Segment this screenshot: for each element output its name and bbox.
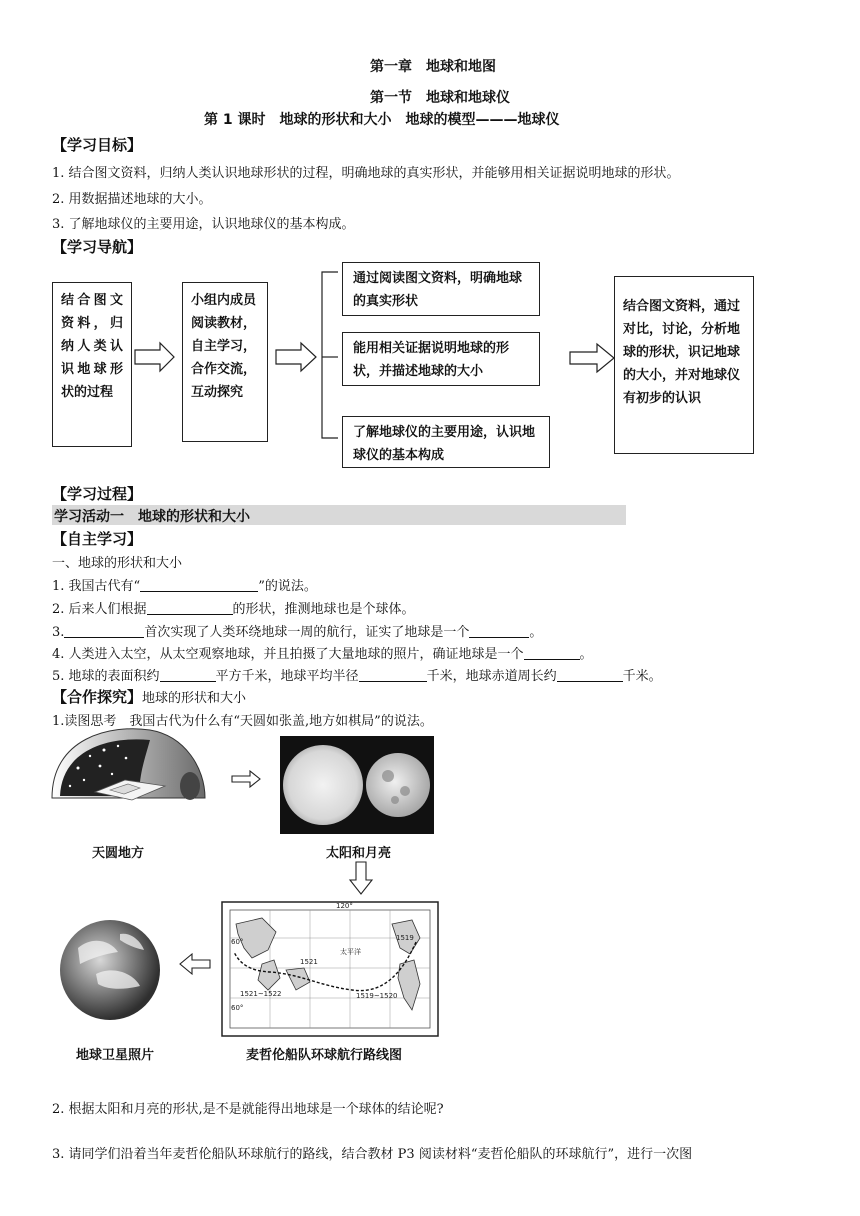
question-1-text-a: 1. 我国古代有“ bbox=[52, 579, 141, 594]
answer-blank[interactable] bbox=[359, 668, 427, 682]
map-year-2: 1521 bbox=[300, 958, 318, 966]
question-5-text-d: 千米。 bbox=[622, 669, 662, 684]
magellan-route-map bbox=[222, 902, 438, 1036]
lesson-title: 第 1 课时 地球的形状和大小 地球的模型———地球仪 bbox=[204, 112, 560, 128]
question-3-text-c: 。 bbox=[529, 625, 543, 640]
objectives-heading: 【学习目标】 bbox=[52, 136, 143, 154]
question-followup-3: 3. 请同学们沿着当年麦哲伦船队环球航行的路线，结合教材 P3 阅读材料“麦哲伦船队的环球航行”，进行一次图 bbox=[52, 1147, 693, 1162]
answer-blank[interactable] bbox=[524, 646, 580, 660]
question-1 bbox=[52, 575, 317, 594]
arrow-down-icon bbox=[350, 862, 372, 894]
question-5-text-c: 千米，地球赤道周长约 bbox=[426, 669, 557, 684]
nav-box-4-text: 结合图文资料，通过对比，讨论，分析地球的形状，识记地球的大小，并对地球仪有初步的认识 bbox=[623, 299, 741, 406]
arrow-left-icon bbox=[180, 954, 210, 974]
question-5 bbox=[52, 665, 662, 684]
answer-blank[interactable] bbox=[140, 578, 258, 592]
subsection-title: 一、地球的形状和大小 bbox=[52, 556, 183, 571]
question-2-text-a: 2. 后来人们根据 bbox=[52, 602, 147, 617]
arrow-right-icon bbox=[135, 343, 174, 371]
question-4-text-b: 。 bbox=[579, 647, 593, 662]
caption-round-sky: 天圆地方 bbox=[92, 846, 145, 861]
self-study-heading: 【自主学习】 bbox=[52, 530, 143, 548]
question-3 bbox=[52, 621, 542, 640]
chapter-title: 第一章 地球和地图 bbox=[370, 59, 496, 75]
caption-earth-photo: 地球卫星照片 bbox=[76, 1048, 155, 1063]
answer-blank[interactable] bbox=[469, 624, 529, 638]
question-5-text-a: 5. 地球的表面积约 bbox=[52, 669, 160, 684]
caption-magellan-map: 麦哲伦船队环球航行路线图 bbox=[246, 1048, 403, 1063]
nav-box-1-text: 结合图文资料，归纳人类认识地球形状的过程 bbox=[61, 293, 123, 400]
activity-title: 学习活动一 地球的形状和大小 bbox=[54, 509, 250, 525]
nav-bracket bbox=[322, 272, 338, 438]
arrow-right-icon bbox=[276, 343, 316, 371]
arrow-right-icon bbox=[570, 344, 614, 372]
map-lat-60n: 60° bbox=[231, 938, 244, 946]
question-3-text-b: 首次实现了人类环绕地球一周的航行，证实了地球是一个 bbox=[144, 625, 470, 640]
map-year-1: 1519 bbox=[396, 934, 414, 942]
nav-box-3c-text: 了解地球仪的主要用途，认识地球仪的基本构成 bbox=[353, 425, 536, 463]
question-4 bbox=[52, 643, 593, 662]
coop-text: 地球的形状和大小 bbox=[142, 691, 247, 706]
answer-blank[interactable] bbox=[64, 624, 144, 638]
nav-box-2-text: 小组内成员阅读教材，自主学习，合作交流，互动探究 bbox=[191, 293, 257, 400]
objective-3: 3. 了解地球仪的主要用途，认识地球仪的基本构成。 bbox=[52, 217, 355, 232]
question-3-text-a: 3. bbox=[52, 625, 65, 640]
sun-and-moon-photo bbox=[280, 736, 434, 834]
process-heading: 【学习过程】 bbox=[52, 485, 143, 503]
section-title: 第一节 地球和地球仪 bbox=[370, 90, 510, 106]
map-year-4: 1519~1520 bbox=[356, 992, 398, 1000]
question-2 bbox=[52, 598, 415, 617]
map-lon-120: 120° bbox=[336, 902, 353, 910]
question-5-text-b: 平方千米，地球平均半径 bbox=[215, 669, 359, 684]
question-2-text-b: 的形状，推测地球也是个球体。 bbox=[232, 602, 415, 617]
objective-2: 2. 用数据描述地球的大小。 bbox=[52, 192, 212, 207]
objective-1: 1. 结合图文资料，归纳人类认识地球形状的过程，明确地球的真实形状，并能够用相关证据说明地球的形状。 bbox=[52, 166, 680, 181]
round-sky-square-earth-illustration bbox=[52, 729, 205, 800]
map-lat-60s: 60° bbox=[231, 1004, 244, 1012]
nav-box-3b-text: 能用相关证据说明地球的形状，并描述地球的大小 bbox=[353, 341, 510, 379]
navigation-heading: 【学习导航】 bbox=[52, 238, 143, 256]
answer-blank[interactable] bbox=[147, 601, 233, 615]
nav-box-3a-text: 通过阅读图文资料，明确地球的真实形状 bbox=[353, 271, 523, 309]
coop-row bbox=[52, 686, 246, 707]
illustrations bbox=[0, 728, 860, 1068]
nav-arrows bbox=[0, 0, 860, 480]
question-followup-2: 2. 根据太阳和月亮的形状,是不是就能得出地球是一个球体的结论呢? bbox=[52, 1102, 444, 1117]
map-ocean-label: 太平洋 bbox=[340, 948, 361, 956]
earth-satellite-photo bbox=[60, 920, 160, 1020]
answer-blank[interactable] bbox=[557, 668, 623, 682]
caption-sun-moon: 太阳和月亮 bbox=[326, 846, 392, 861]
coop-heading: 【合作探究】 bbox=[52, 688, 143, 706]
question-1-text-b: ”的说法。 bbox=[258, 579, 317, 594]
think-question: 1.读图思考 我国古代为什么有“天圆如张盖,地方如棋局”的说法。 bbox=[52, 714, 433, 729]
map-year-3: 1521~1522 bbox=[240, 990, 282, 998]
question-4-text-a: 4. 人类进入太空，从太空观察地球，并且拍摄了大量地球的照片，确证地球是一个 bbox=[52, 647, 524, 662]
arrow-right-icon bbox=[232, 771, 260, 787]
answer-blank[interactable] bbox=[160, 668, 216, 682]
